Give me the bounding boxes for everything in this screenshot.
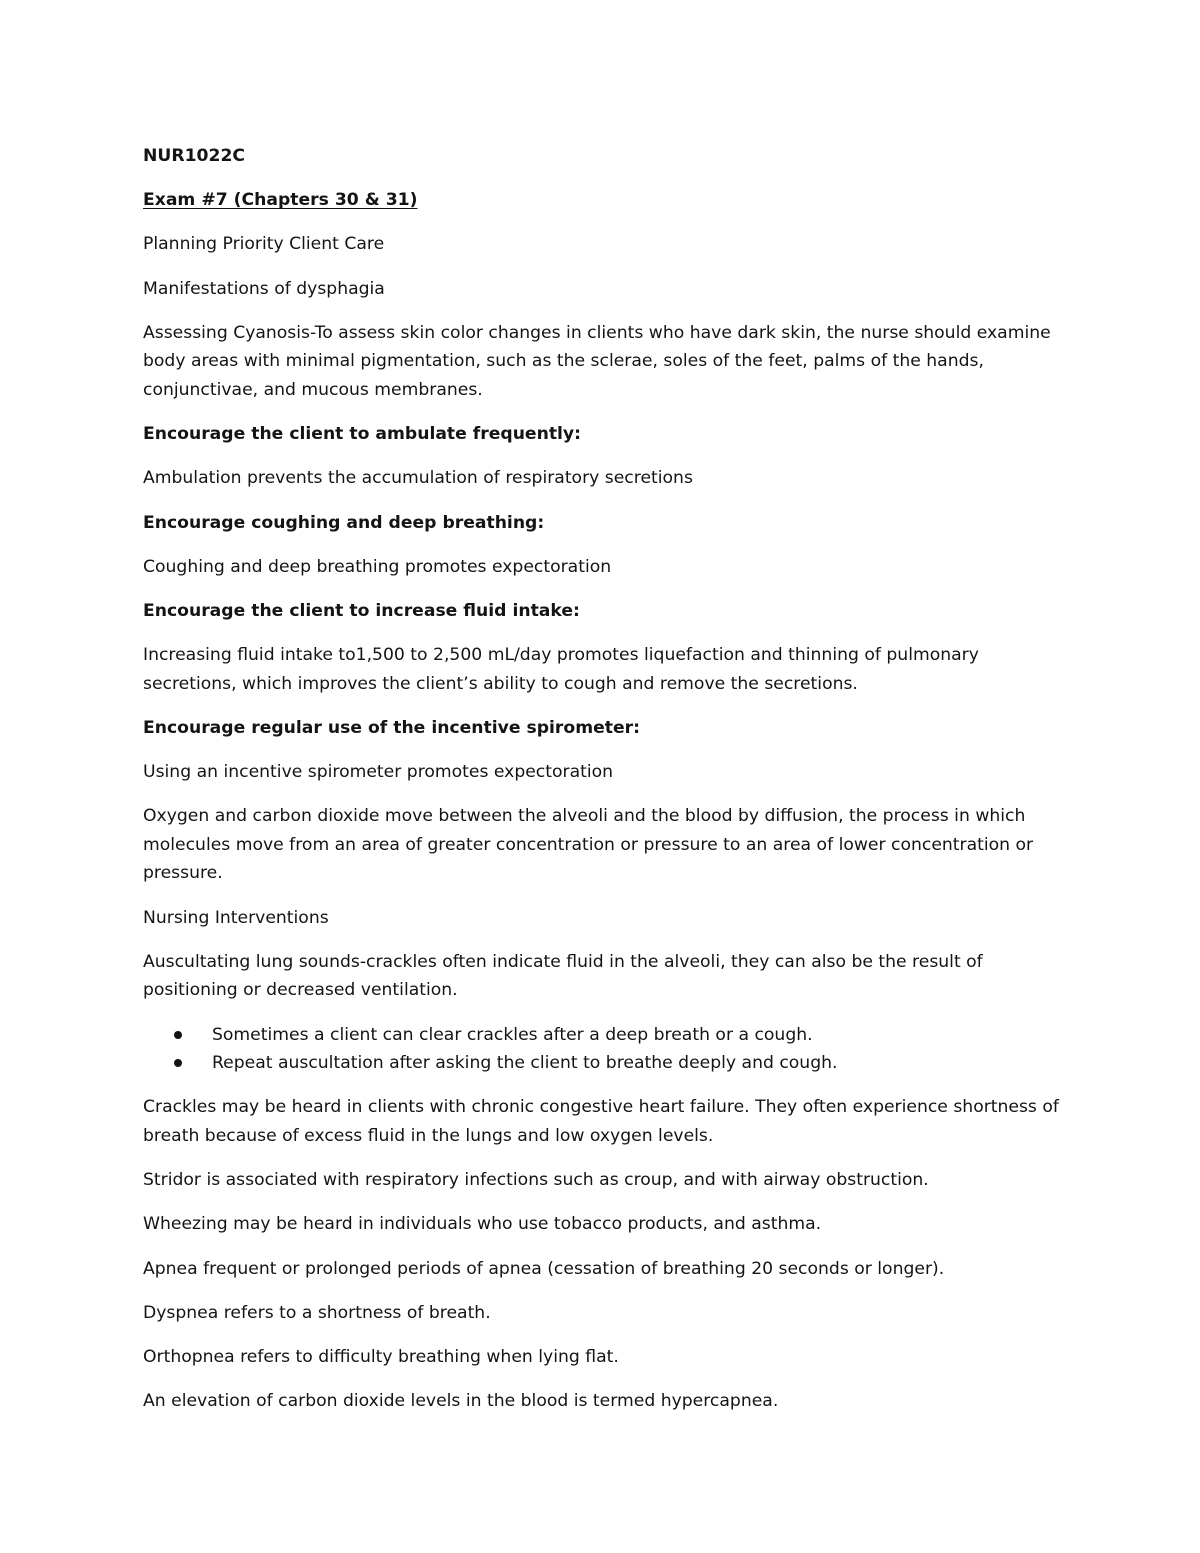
stridor-paragraph: Stridor is associated with respiratory infections such as croup, and with airway obstruction. [143,1170,929,1191]
topic-planning: Planning Priority Client Care [143,234,385,255]
document-body [143,142,1063,1431]
orthopnea-paragraph: Orthopnea refers to difficulty breathing when lying flat. [143,1346,619,1367]
diffusion-paragraph: Oxygen and carbon dioxide move between the alveoli and the blood by diffusion, the process in which molecules move from an area of greater concentration or pressure to an area of lower concentration or pressure. [143,806,1034,884]
ambulate-heading: Encourage the client to ambulate frequently: [143,424,582,445]
list-item [143,1049,1063,1078]
list-item-text: Repeat auscultation after asking the client to breathe deeply and cough. [212,1053,838,1074]
cough-heading: Encourage coughing and deep breathing: [143,512,545,533]
topic-dysphagia: Manifestations of dysphagia [143,278,385,299]
bullet-dot-icon [174,1059,182,1067]
ambulate-paragraph: Ambulation prevents the accumulation of respiratory secretions [143,468,693,489]
course-code: NUR1022C [143,146,246,166]
apnea-paragraph: Apnea frequent or prolonged periods of apnea (cessation of breathing 20 seconds or longer). [143,1258,945,1279]
exam-title-text: Exam #7 (Chapters 30 & 31) [143,190,418,211]
exam-title [143,186,1063,215]
list-item [143,1021,1063,1050]
dyspnea-paragraph: Dyspnea refers to a shortness of breath. [143,1302,491,1323]
interventions-heading: Nursing Interventions [143,907,329,928]
spirometer-paragraph: Using an incentive spirometer promotes expectoration [143,762,614,783]
wheezing-paragraph: Wheezing may be heard in individuals who use tobacco products, and asthma. [143,1214,822,1235]
cough-paragraph: Coughing and deep breathing promotes expectoration [143,556,612,577]
fluid-paragraph: Increasing fluid intake to1,500 to 2,500 mL/day promotes liquefaction and thinning of pulmonary secretions, which improves the client’s ability to cough and remove the secretions. [143,645,979,694]
spirometer-heading: Encourage regular use of the incentive spirometer: [143,717,640,738]
cyanosis-paragraph: Assessing Cyanosis-To assess skin color changes in clients who have dark skin, the nurse should examine body areas with minimal pigmentation, such as the sclerae, soles of the feet, palms of the hands, conjunctivae, and mucous membranes. [143,322,1051,400]
crackles-paragraph: Crackles may be heard in clients with chronic congestive heart failure. They often experience shortness of breath because of excess fluid in the lungs and low oxygen levels. [143,1097,1059,1146]
hypercapnea-paragraph: An elevation of carbon dioxide levels in the blood is termed hypercapnea. [143,1391,779,1412]
auscultation-bullet-list [143,1021,1063,1078]
fluid-heading: Encourage the client to increase fluid intake: [143,600,580,621]
bullet-dot-icon [174,1031,182,1039]
list-item-text: Sometimes a client can clear crackles after a deep breath or a cough. [212,1024,813,1045]
auscultating-paragraph: Auscultating lung sounds-crackles often indicate fluid in the alveoli, they can also be the result of positioning or decreased ventilation. [143,951,983,1001]
